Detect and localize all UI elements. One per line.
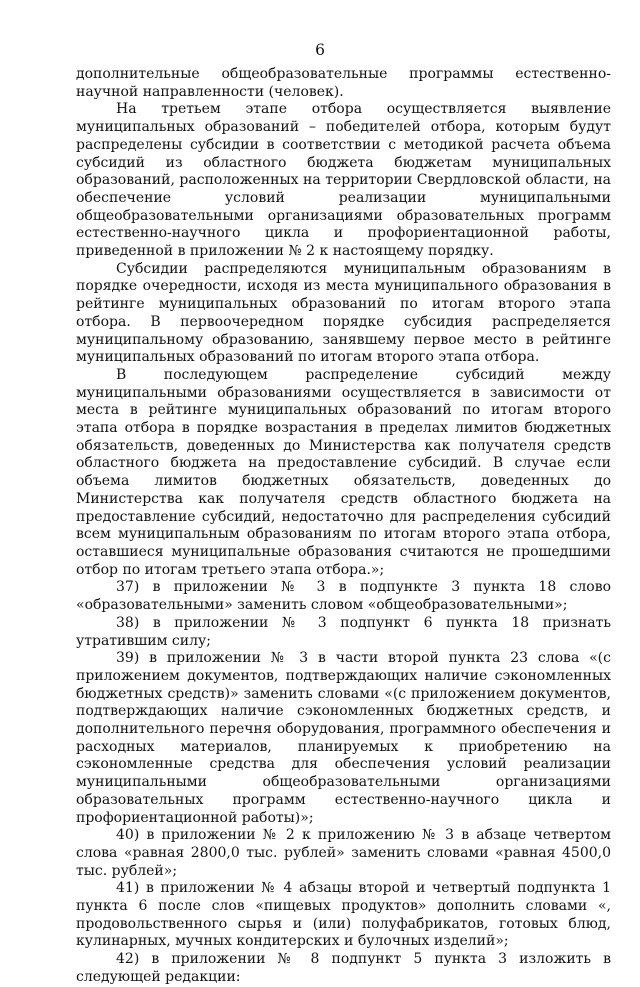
paragraph: Субсидии распределяются муниципальным образованиям в порядке очередности, исходя из места муниципального образования в рейтинге муниципальных образований по итогам второго этапа отбора. В первоочередном порядке субсидия распределяется муниципальному образованию, занявшему первое место в рейтинге муниципальных образований по итогам второго этапа отбора. — [76, 260, 611, 366]
page-number: 6 — [315, 41, 325, 59]
document-body — [76, 66, 611, 987]
amendment-item: 40) в приложении № 2 к приложению № 3 в абзаце четвертом слова «равная 2800,0 тыс. рублей» заменить словами «равная 4500,0 тыс. рублей»; — [76, 827, 611, 879]
paragraph: В последующем распределение субсидий между муниципальными образованиями осуществляется в зависимости от места в рейтинге муниципальных образований по итогам второго этапа отбора в порядке возрастания в пределах лимитов бюджетных обязательств, доведенных до Министерства как получателя средств областного бюджета на предоставление субсидий. В случае если объема лимитов бюджетных обязательств, доведенных до Министерства как получателя средств областного бюджета на предоставление субсидий, недостаточно для распределения субсидий всем муниципальным образованиям по итогам второго этапа отбора, оставшиеся муниципальные образования считаются не прошедшими отбор по итогам третьего этапа отбора.»; — [76, 366, 611, 578]
amendment-item: 37) в приложении № 3 в подпункте 3 пункта 18 слово «образовательными» заменить словом «общеобразовательными»; — [76, 579, 611, 614]
amendment-item: 41) в приложении № 4 абзацы второй и четвертый подпункта 1 пункта 6 после слов «пищевых продуктов» дополнить словами «, продовольственного сырья и (или) полуфабрикатов, готовых блюд, кулинарных, мучных кондитерских и булочных изделий»; — [76, 880, 611, 950]
amendment-item: 38) в приложении № 3 подпункт 6 пункта 18 признать утратившим силу; — [76, 614, 611, 649]
amendment-item: 42) в приложении № 8 подпункт 5 пункта 3 изложить в следующей редакции: — [76, 951, 611, 985]
paragraph: дополнительные общеобразовательные программы естественно-научной направленности (человек). — [76, 66, 611, 100]
paragraph: На третьем этапе отбора осуществляется выявление муниципальных образований – победителей отбора, которым будут распределены субсидии в соответствии с методикой расчета объема субсидий из областного бюджета бюджетам муниципальных образований, расположенных на территории Свердловской области, на обеспечение условий реализации муниципальными общеобразовательными организациями образовательных программ естественно-научного цикла и профориентационной работы, приведенной в приложении № 2 к настоящему порядку. — [76, 101, 611, 260]
amendment-item: 39) в приложении № 3 в части второй пункта 23 слова «(с приложением документов, подтверждающих наличие сэкономленных бюджетных средств)» заменить словами «(с приложением документов, подтверждающих наличие сэкономленных бюджетных средств, и дополнительного перечня оборудования, программного обеспечения и расходных материалов, планируемых к приобретению на сэкономленные средства для обеспечения условий реализации муниципальными общеобразовательными организациями образовательных программ естественно-научного цикла и профориентационной работы)»; — [76, 650, 611, 826]
